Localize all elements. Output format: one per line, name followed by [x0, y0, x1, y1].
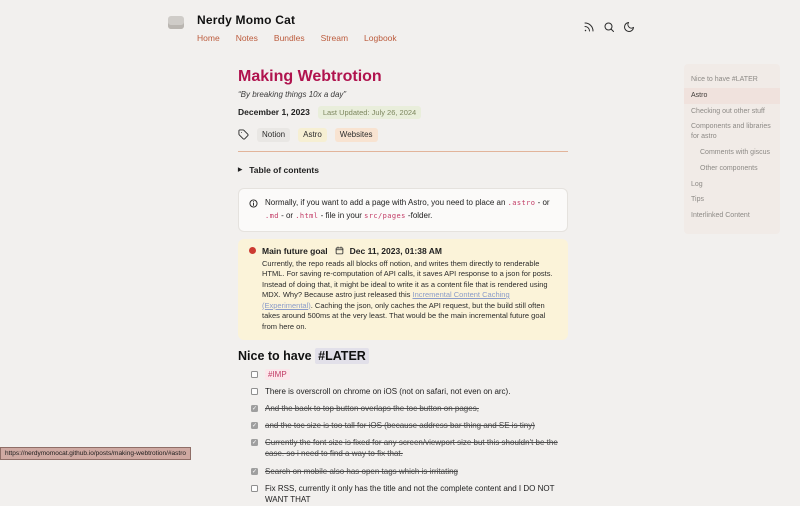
site-title[interactable]: Nerdy Momo Cat [197, 13, 296, 27]
future-goal-body: Currently, the repo reads all blocks off notion, and writes them directly to renderable HTML. For saving re-computation of API calls, it saves API response to a json for posts. Instead of doing that, it might be ideal to write it as a content file that is rendered using MDX. Why? Because astro just released this Incremental Content Caching (Experimental). Caching the json, only caches the API request, but the build still often takes around 500ms at the very least. That would be the main incremental future goal from here on. [262, 258, 553, 331]
site-header [168, 13, 397, 43]
post-subtitle: “By breaking things 10x a day” [238, 89, 347, 99]
header-actions [583, 21, 635, 33]
tag-astro[interactable]: Astro [298, 128, 327, 142]
moon-icon[interactable] [623, 21, 635, 33]
nav-bundles[interactable]: Bundles [273, 33, 305, 43]
rss-icon[interactable] [583, 21, 595, 33]
calendar-icon [335, 246, 344, 255]
tag-notion[interactable]: Notion [257, 128, 290, 142]
site-logo[interactable] [168, 16, 184, 29]
toc-item-tips[interactable]: Tips [691, 196, 704, 204]
inline-code-srcpages: src/pages [364, 211, 406, 220]
search-icon[interactable] [603, 21, 615, 33]
toc-item-nice-to-have[interactable]: Nice to have #LATER [691, 76, 758, 83]
link-preview-status-bar: https://nerdymomocat.github.io/posts/making-webtrotion/#astro [0, 447, 191, 460]
nav-home[interactable]: Home [197, 33, 220, 43]
imp-hashtag[interactable]: #IMP [265, 369, 290, 380]
red-dot-icon [249, 247, 256, 254]
info-callout [238, 188, 568, 232]
tag-icon [238, 129, 249, 140]
checkbox[interactable] [251, 405, 258, 412]
section-divider [238, 151, 568, 152]
toc-item-interlinked[interactable]: Interlinked Content [691, 212, 750, 220]
checkbox[interactable] [251, 468, 258, 475]
info-icon [249, 199, 258, 208]
inline-code-html: .html [295, 211, 319, 220]
nav-stream[interactable]: Stream [320, 33, 349, 43]
last-updated-badge: Last Updated: July 26, 2024 [318, 106, 421, 119]
future-goal-datetime: Dec 11, 2023, 01:38 AM [349, 245, 442, 256]
collapse-triangle-icon: ▶ [238, 166, 243, 173]
checkbox[interactable] [251, 439, 258, 446]
toc-item-checking-out[interactable]: Checking out other stuff [691, 107, 765, 115]
checkbox[interactable] [251, 388, 258, 395]
nav-notes[interactable]: Notes [235, 33, 258, 43]
future-goal-callout [238, 239, 568, 341]
toc-item-components-libraries[interactable]: Components and libraries for astro [691, 123, 771, 141]
publish-date: December 1, 2023 [238, 107, 310, 118]
checkbox[interactable] [251, 485, 258, 492]
future-goal-header [249, 246, 557, 256]
todo-item: There is overscroll on chrome on iOS (not on safari, not even on arc). [251, 386, 568, 398]
todo-item: ✓ And the back to top button overlaps the toc button on pages, [251, 403, 568, 415]
nav-logbook[interactable]: Logbook [364, 33, 397, 43]
toc-item-comments-giscus[interactable]: Comments with giscus [700, 148, 771, 156]
main-nav [197, 33, 397, 43]
info-callout-text: Normally, if you want to add a page with Astro, you need to place an .astro - or .md - or .html - file in your src/pages -folder. [265, 197, 550, 220]
todo-checklist [238, 369, 568, 506]
todo-item: ✓ and the toc size is too tall for iOS (because address bar thing and SE is tiny) [251, 420, 568, 432]
post-article [238, 68, 568, 506]
inline-code-md: .md [265, 211, 279, 220]
todo-item: ✓ Currently the font size is fixed for any screen/viewport size but this shouldn't be the case. so i need to find a way to fix that. [251, 437, 568, 460]
todo-item [251, 369, 568, 381]
tags-row [238, 128, 568, 142]
toc-sidebar [684, 64, 780, 234]
todo-item: Fix RSS, currently it only has the title and not the complete content and I DO NOT WANT THAT [251, 483, 568, 506]
toc-item-astro[interactable]: Astro [684, 88, 780, 104]
post-title: Making Webtrotion [238, 68, 382, 85]
checkbox[interactable] [251, 371, 258, 378]
future-goal-title: Main future goal [262, 245, 328, 256]
toc-item-log[interactable]: Log [691, 180, 703, 188]
toc-collapse-toggle[interactable] [238, 165, 568, 175]
section-heading: Nice to have #LATER [238, 349, 568, 363]
later-tag-highlight: #LATER [315, 348, 369, 364]
post-meta [238, 106, 568, 119]
toc-toggle-label: Table of contents [249, 164, 319, 175]
toc-item-other-components[interactable]: Other components [700, 164, 758, 172]
todo-item: ✓ Search on mobile also has open tags which is irritating [251, 466, 568, 478]
tag-websites[interactable]: Websites [335, 128, 378, 142]
checkbox[interactable] [251, 422, 258, 429]
incremental-caching-link[interactable]: Incremental Content Caching (Experimental) [262, 290, 510, 310]
inline-code-astro: .astro [507, 198, 536, 207]
